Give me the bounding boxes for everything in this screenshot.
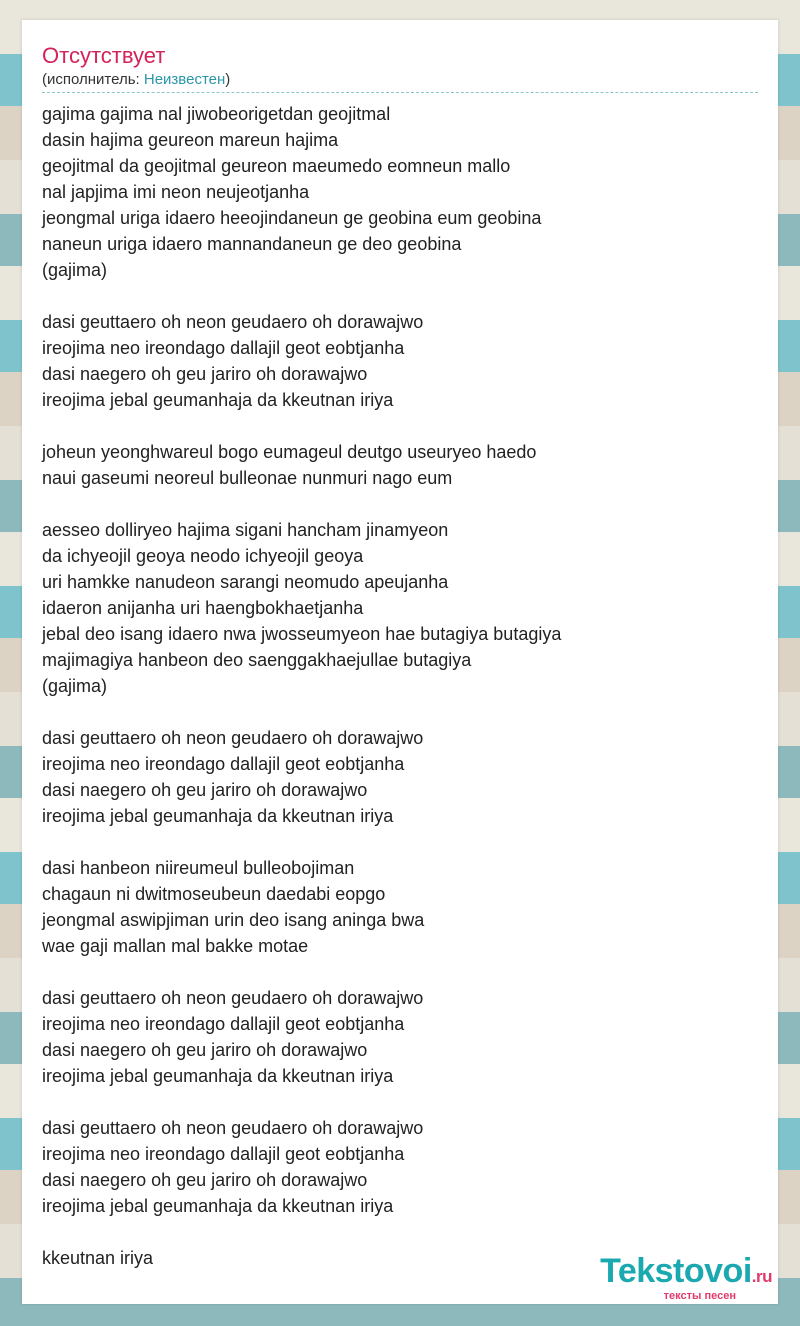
lyrics-blank-line (42, 829, 758, 855)
lyrics-line: dasi geuttaero oh neon geudaero oh dorawajwo (42, 728, 424, 748)
lyrics-line: dasi geuttaero oh neon geudaero oh dorawajwo (42, 312, 424, 332)
lyrics-line: joheun yeonghwareul bogo eumageul deutgo useuryeo haedo (42, 442, 537, 462)
lyrics-line: dasi hanbeon niireumeul bulleobojiman (42, 858, 355, 878)
lyrics-line: ireojima neo ireondago dallajil geot eobtjanha (42, 754, 405, 774)
artist-prefix: (исполнитель: (42, 71, 144, 88)
lyrics-card (22, 20, 778, 1304)
lyrics-line: naui gaseumi neoreul bulleonae nunmuri nago eum (42, 468, 453, 488)
lyrics-line: ireojima neo ireondago dallajil geot eobtjanha (42, 1014, 405, 1034)
artist-link[interactable]: Неизвестен (143, 71, 226, 88)
lyrics-line: jeongmal aswipjiman urin deo isang aninga bwa (42, 910, 425, 930)
logo-tld-text: .ru (751, 1267, 772, 1286)
lyrics-line: nal japjima imi neon neujeotjanha (42, 182, 310, 202)
logo-tagline: тексты песен (663, 1290, 736, 1302)
lyrics-line: dasi geuttaero oh neon geudaero oh dorawajwo (42, 1118, 424, 1138)
logo-main-text: Tekstovoi (600, 1252, 752, 1290)
lyrics-line: wae gaji mallan mal bakke motae (42, 936, 309, 956)
lyrics-line: ireojima jebal geumanhaja da kkeutnan iriya (42, 1196, 394, 1216)
lyrics-line: ireojima jebal geumanhaja da kkeutnan iriya (42, 390, 394, 410)
lyrics-line: majimagiya hanbeon deo saenggakhaejullae butagiya (42, 650, 472, 670)
lyrics-line: da ichyeojil geoya neodo ichyeojil geoya (42, 546, 364, 566)
artist-line (42, 70, 758, 93)
lyrics-line: idaeron anijanha uri haengbokhaetjanha (42, 598, 364, 618)
lyrics-blank-line (42, 491, 758, 517)
site-logo[interactable] (600, 1254, 772, 1302)
song-title: Отсутствует (42, 43, 166, 68)
lyrics-line: dasin hajima geureon mareun hajima (42, 130, 339, 150)
lyrics-line: dasi geuttaero oh neon geudaero oh dorawajwo (42, 988, 424, 1008)
lyrics-line: geojitmal da geojitmal geureon maeumedo eomneun mallo (42, 156, 511, 176)
lyrics-line: (gajima) (42, 260, 108, 280)
lyrics-line: (gajima) (42, 676, 108, 696)
lyrics-blank-line (42, 283, 758, 309)
lyrics-line: chagaun ni dwitmoseubeun daedabi eopgo (42, 884, 386, 904)
lyrics-line: ireojima neo ireondago dallajil geot eobtjanha (42, 1144, 405, 1164)
lyrics-line: dasi naegero oh geu jariro oh dorawajwo (42, 1170, 368, 1190)
lyrics-blank-line (42, 959, 758, 985)
lyrics-line: naneun uriga idaero mannandaneun ge deo geobina (42, 234, 462, 254)
lyrics-line: dasi naegero oh geu jariro oh dorawajwo (42, 364, 368, 384)
lyrics-line: dasi naegero oh geu jariro oh dorawajwo (42, 780, 368, 800)
lyrics-line: uri hamkke nanudeon sarangi neomudo apeujanha (42, 572, 449, 592)
lyrics-blank-line (42, 1219, 758, 1245)
lyrics-line: ireojima jebal geumanhaja da kkeutnan iriya (42, 806, 394, 826)
lyrics-line: dasi naegero oh geu jariro oh dorawajwo (42, 1040, 368, 1060)
lyrics-line: ireojima neo ireondago dallajil geot eobtjanha (42, 338, 405, 358)
lyrics-line: ireojima jebal geumanhaja da kkeutnan iriya (42, 1066, 394, 1086)
lyrics-line: kkeutnan iriya (42, 1248, 154, 1268)
lyrics-line: aesseo dolliryeo hajima sigani hancham jinamyeon (42, 520, 449, 540)
lyrics-line: jeongmal uriga idaero heeojindaneun ge geobina eum geobina (42, 208, 542, 228)
lyrics-blank-line (42, 413, 758, 439)
lyrics-line: jebal deo isang idaero nwa jwosseumyeon hae butagiya butagiya (42, 624, 562, 644)
artist-suffix: ) (225, 71, 231, 88)
lyrics-blank-line (42, 1089, 758, 1115)
lyrics-blank-line (42, 699, 758, 725)
lyrics-body (42, 101, 758, 1271)
lyrics-line: gajima gajima nal jiwobeorigetdan geojitmal (42, 104, 391, 124)
